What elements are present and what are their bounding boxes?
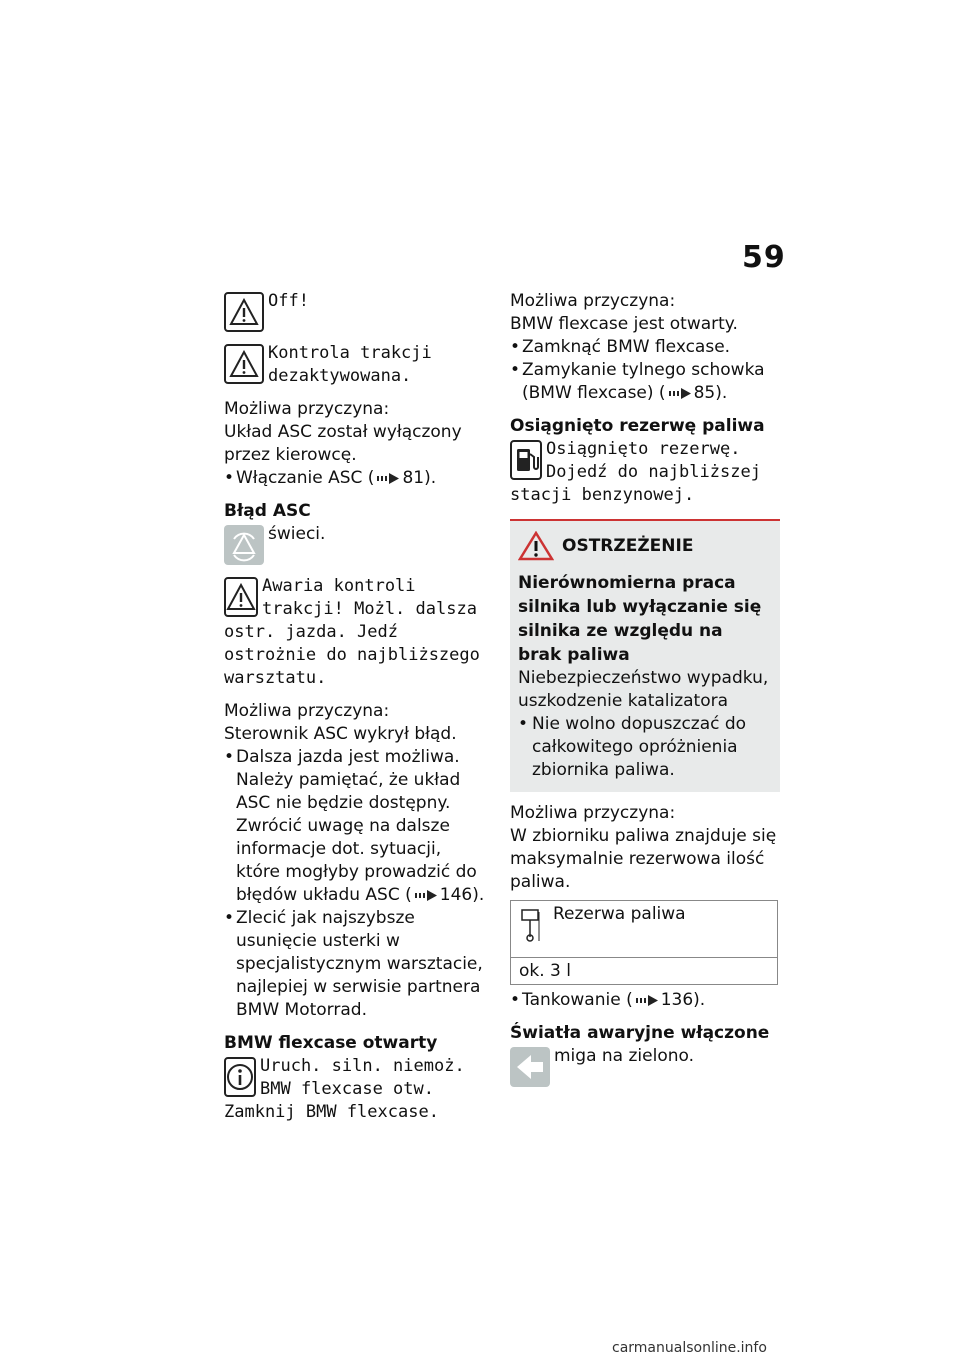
off-message-text: Off!	[268, 291, 309, 311]
hazard-row	[510, 1045, 780, 1087]
cause-text: BMW flexcase jest otwarty.	[510, 314, 738, 334]
info-icon	[224, 1057, 256, 1097]
warning-triangle-icon	[224, 292, 264, 332]
page-ref[interactable]: 85).	[693, 383, 728, 403]
fuel-message	[510, 438, 780, 507]
warning-text: Niebezpieczeństwo wypadku, uszkodzenie katalizatora	[518, 668, 769, 711]
list-item: • Nie wolno dopuszczać do całkowitego opróżnienia zbiornika paliwa.	[518, 713, 770, 782]
section-heading: BMW flexcase otwarty	[224, 1033, 438, 1053]
cause-label: Możliwa przyczyna:	[224, 701, 390, 721]
fuel-reserve-table	[510, 900, 778, 985]
warning-triangle-icon	[224, 344, 264, 384]
traction-control-message	[224, 342, 486, 388]
flexcase-text: Uruch. siln. niemoż. BMW flexcase otw. Zamknij BMW flexcase.	[224, 1056, 465, 1122]
right-column	[510, 290, 780, 1087]
fuel-pump-icon	[510, 440, 542, 480]
page-ref[interactable]: 146).	[439, 885, 485, 905]
warning-triangle-icon	[224, 577, 258, 617]
section-heading: Osiągnięto rezerwę paliwa	[510, 416, 765, 436]
cause-label: Możliwa przyczyna:	[224, 399, 390, 419]
list-item	[224, 746, 486, 907]
traction-control-text: Kontrola trakcji dezaktywowana.	[268, 343, 432, 386]
page-ref[interactable]: 136).	[660, 990, 706, 1010]
cause-label: Możliwa przyczyna:	[510, 291, 676, 311]
list-item	[510, 989, 780, 1012]
left-column	[224, 290, 486, 1124]
asc-fail-text: Awaria kontroli trakcji! Możl. dalsza ostr. jazda. Jedź ostrożnie do najbliższego warsztatu.	[224, 576, 480, 688]
page-ref-arrow-icon	[415, 890, 437, 901]
page-ref-arrow-icon	[669, 388, 691, 399]
list-item: • Zamknąć BMW flexcase.	[510, 336, 780, 359]
bullet-text: Tankowanie (	[522, 990, 633, 1010]
fuel-message-text: Osiągnięto rezerwę. Dojedź do najbliższej stacji benzynowej.	[510, 439, 761, 505]
hazard-text: miga na zielono.	[554, 1046, 695, 1066]
warning-box	[510, 519, 780, 792]
list-item	[510, 359, 780, 405]
page-ref[interactable]: 81).	[402, 468, 437, 488]
cause-text: Sterownik ASC wykrył błąd.	[224, 724, 457, 744]
list-item: • Zlecić jak najszybsze usunięcie usterki w specjalistycznym warsztacie, najlepiej w serwisie partnera BMW Motorrad.	[224, 907, 486, 1022]
table-header: Rezerwa paliwa	[553, 904, 686, 924]
list-item	[224, 467, 486, 490]
asc-error-text: świeci.	[268, 524, 326, 544]
bullet-text: Zamykanie tylnego schowka (BMW flexcase) (	[522, 360, 765, 403]
warning-title: OSTRZEŻENIE	[562, 536, 694, 556]
section-heading: Błąd ASC	[224, 501, 311, 521]
fuel-tank-icon	[519, 907, 543, 943]
cause-text: W zbiorniku paliwa znajduje się maksymalnie rezerwowa ilość paliwa.	[510, 826, 777, 892]
off-message	[224, 290, 486, 332]
page-ref-arrow-icon	[377, 473, 399, 484]
cause-text: Układ ASC został wyłączony przez kierowcę.	[224, 422, 462, 465]
footer-watermark: carmanualsonline.info	[612, 1340, 767, 1356]
table-value: ok. 3 l	[511, 958, 778, 985]
flexcase-message	[224, 1055, 486, 1124]
warning-bold-text: Nierównomierna praca silnika lub wyłączanie się silnika ze względu na brak paliwa	[518, 573, 762, 665]
warning-header	[518, 531, 770, 561]
section-heading: Światła awaryjne włączone	[510, 1023, 770, 1043]
turn-indicator-icon	[510, 1047, 550, 1087]
asc-fail-message	[224, 575, 486, 690]
bullet-text: Dalsza jazda jest możliwa. Należy pamiętać, że układ ASC nie będzie dostępny. Zwrócić uwagę na dalsze informacje dot. sytuacji, które mogłyby prowadzić do błędów układu ASC (	[236, 747, 477, 905]
asc-warning-icon	[224, 525, 264, 565]
table-header-cell	[511, 901, 778, 958]
bullet-text: Włączanie ASC (	[236, 468, 375, 488]
page-number: 59	[742, 240, 786, 275]
page-ref-arrow-icon	[636, 995, 658, 1006]
warning-triangle-icon	[518, 531, 554, 561]
asc-error-row	[224, 523, 486, 565]
cause-label: Możliwa przyczyna:	[510, 803, 676, 823]
